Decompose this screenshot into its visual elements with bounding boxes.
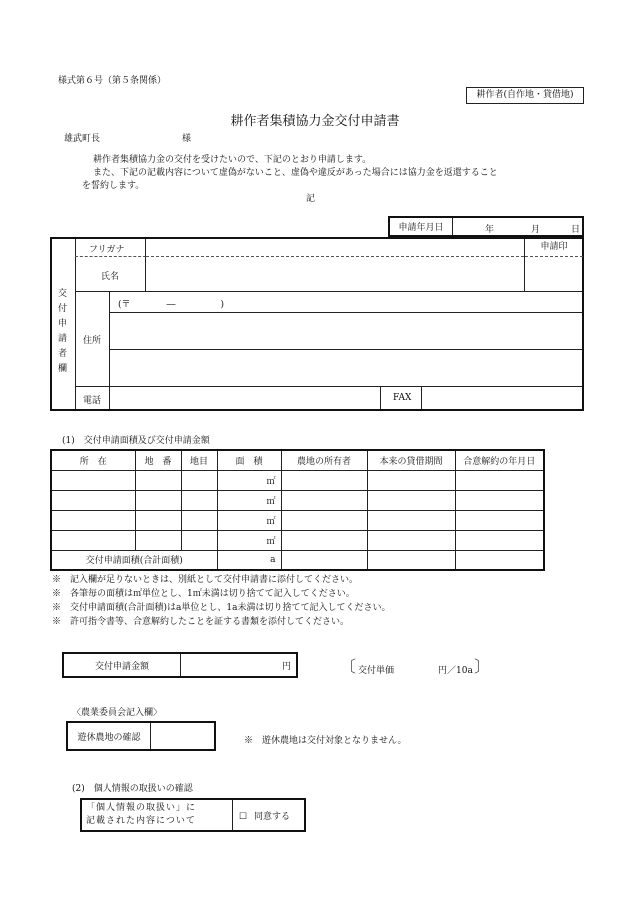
date-field[interactable] xyxy=(453,217,584,236)
cancel-date-cell[interactable] xyxy=(455,490,544,510)
date-row xyxy=(388,216,584,237)
seal-label: 申請印 xyxy=(525,239,583,257)
day-label: 日 xyxy=(571,225,581,235)
applicant-side-label-cell xyxy=(52,239,76,409)
phone-input[interactable] xyxy=(110,387,381,409)
category-cell[interactable] xyxy=(181,470,217,490)
amount-label: 交付申請金額 xyxy=(63,653,181,677)
owner-cell[interactable] xyxy=(281,510,367,530)
unit-price-unit: 円／10a xyxy=(438,666,473,676)
lot-cell[interactable] xyxy=(135,470,181,490)
empty-cell xyxy=(367,550,455,570)
lot-cell[interactable] xyxy=(135,530,181,550)
fax-input[interactable] xyxy=(422,387,582,409)
committee-note: ※ 遊休農地は交付対象となりません。 xyxy=(244,736,407,746)
table-row xyxy=(51,510,544,530)
area-cell[interactable] xyxy=(217,510,281,530)
note-3: ※ 交付申請面積(合計面積)はa単位とし、1a未満は切り捨てて記入してください。 xyxy=(52,603,391,613)
furigana-label: フリガナ xyxy=(89,245,125,255)
date-label: 申請年月日 xyxy=(389,217,453,236)
postal-code-label: (〒 ― ) xyxy=(118,300,225,310)
location-cell[interactable] xyxy=(51,470,135,490)
unit-m2: ㎡ xyxy=(266,516,276,527)
year-label: 年 xyxy=(485,225,495,235)
consent-row xyxy=(80,798,306,832)
table-row xyxy=(51,490,544,510)
idle-land-label: 遊休農地の確認 xyxy=(67,722,151,750)
location-cell[interactable] xyxy=(51,490,135,510)
section1-heading: (1) 交付申請面積及び交付申請金額 xyxy=(62,436,210,446)
amount-row xyxy=(62,652,298,678)
category-box: 耕作者(自作地・貸借地) xyxy=(466,87,584,104)
address-input-1[interactable] xyxy=(110,313,582,350)
checkbox-icon[interactable]: ☐ xyxy=(239,811,248,822)
committee-row xyxy=(66,721,216,751)
empty-cell xyxy=(455,550,544,570)
col-location: 所 在 xyxy=(51,450,135,470)
note-2: ※ 各筆毎の面積は㎡単位とし、1㎡未満は切り捨てて記入してください。 xyxy=(52,589,355,599)
applicant-block xyxy=(50,237,584,411)
col-lot-number: 地 番 xyxy=(135,450,181,470)
col-area: 面 積 xyxy=(217,450,281,470)
col-owner: 農地の所有者 xyxy=(281,450,367,470)
name-label-cell xyxy=(75,257,146,291)
owner-cell[interactable] xyxy=(281,490,367,510)
consent-checkbox-cell[interactable] xyxy=(233,799,306,831)
location-cell[interactable] xyxy=(51,510,135,530)
area-cell[interactable] xyxy=(217,470,281,490)
col-cancel-date: 合意解約の年月日 xyxy=(455,450,544,470)
unit-m2: ㎡ xyxy=(266,536,276,547)
yen-label: 円 xyxy=(281,661,291,672)
cancel-date-cell[interactable] xyxy=(455,470,544,490)
table-row xyxy=(51,470,544,490)
fax-label-cell xyxy=(381,387,422,409)
agree-label: 同意する xyxy=(253,811,290,822)
bracket-left-icon: 〔 xyxy=(340,657,357,676)
unit-a: a xyxy=(270,554,276,565)
address-label-cell xyxy=(75,292,110,386)
lease-cell[interactable] xyxy=(367,510,455,530)
idle-land-input[interactable] xyxy=(151,722,216,750)
phone-label: 電話 xyxy=(83,396,102,406)
table-row xyxy=(51,530,544,550)
committee-heading: 〈農業委員会記入欄〉 xyxy=(72,708,163,718)
furigana-label-cell xyxy=(75,239,146,257)
month-label: 月 xyxy=(531,225,541,235)
note-1: ※ 記入欄が足りないときは、別紙として交付申請書に添付してください。 xyxy=(52,575,359,585)
postal-code-input[interactable] xyxy=(110,292,582,313)
col-lease-period: 本来の貸借期間 xyxy=(367,450,455,470)
intro-line-2: また、下記の記載内容について虚偽がないこと、虚偽や違反があった場合には協力金を返還すること xyxy=(93,168,498,178)
section2-heading: (2) 個人情報の取扱いの確認 xyxy=(72,784,193,794)
area-cell[interactable] xyxy=(217,490,281,510)
location-cell[interactable] xyxy=(51,530,135,550)
unit-price-label: 交付単価 xyxy=(358,666,395,676)
addressee: 雄武町長 xyxy=(64,134,101,144)
total-row xyxy=(51,550,544,570)
address-label: 住所 xyxy=(83,336,102,346)
seal-cell[interactable] xyxy=(524,239,583,291)
category-cell[interactable] xyxy=(181,530,217,550)
intro-line-3: を誓約します。 xyxy=(82,181,145,191)
furigana-input[interactable] xyxy=(146,239,524,257)
consent-label-2: 記載された内容について xyxy=(86,816,196,826)
lease-cell[interactable] xyxy=(367,470,455,490)
cancel-date-cell[interactable] xyxy=(455,510,544,530)
category-cell[interactable] xyxy=(181,490,217,510)
ki-mark: 記 xyxy=(306,194,316,204)
lot-cell[interactable] xyxy=(135,490,181,510)
area-table-header xyxy=(51,450,544,470)
lease-cell[interactable] xyxy=(367,530,455,550)
name-input[interactable] xyxy=(146,257,524,291)
total-area-input[interactable] xyxy=(217,550,281,570)
area-table xyxy=(50,449,545,571)
name-label: 氏名 xyxy=(101,272,120,282)
col-land-category: 地目 xyxy=(181,450,217,470)
unit-m2: ㎡ xyxy=(266,476,276,487)
area-cell[interactable] xyxy=(217,530,281,550)
consent-label-cell xyxy=(81,799,233,831)
note-4: ※ 許可指令書等、合意解約したことを証する書類を添付してください。 xyxy=(52,617,350,627)
category-cell[interactable] xyxy=(181,510,217,530)
unit-m2: ㎡ xyxy=(266,496,276,507)
page-title: 耕作者集積協力金交付申請書 xyxy=(230,114,400,129)
lot-cell[interactable] xyxy=(135,510,181,530)
cancel-date-cell[interactable] xyxy=(455,530,544,550)
amount-input[interactable] xyxy=(181,653,298,677)
addressee-honorific: 様 xyxy=(182,134,192,144)
owner-cell[interactable] xyxy=(281,530,367,550)
bracket-right-icon: 〕 xyxy=(474,657,491,676)
form-number: 様式第６号（第５条関係） xyxy=(58,76,167,86)
address-input-2[interactable] xyxy=(110,350,582,386)
empty-cell xyxy=(281,550,367,570)
consent-label-1: 「個人情報の取扱い」に xyxy=(86,803,197,813)
intro-line-1: 耕作者集積協力金の交付を受けたいので、下記のとおり申請します。 xyxy=(93,155,372,165)
lease-cell[interactable] xyxy=(367,490,455,510)
fax-label: FAX xyxy=(393,393,412,403)
total-area-label: 交付申請面積(合計面積) xyxy=(51,550,217,570)
applicant-side-label: 交付申請者欄 xyxy=(58,289,68,374)
owner-cell[interactable] xyxy=(281,470,367,490)
phone-label-cell xyxy=(75,387,110,409)
